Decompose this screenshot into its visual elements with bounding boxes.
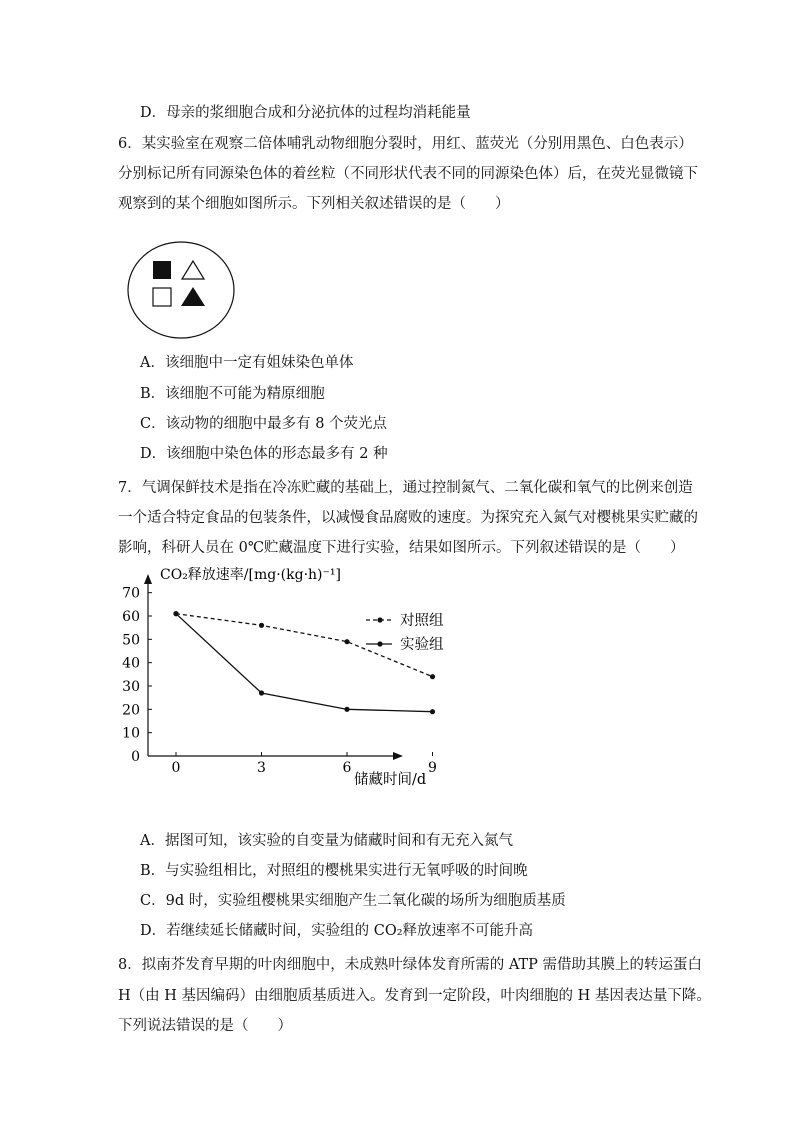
y-tick-label: 70 [122,585,140,602]
chart-legend [366,612,444,653]
data-point [344,639,349,644]
cell-figure [126,240,236,340]
q7-option-a: A．据图可知，该实验的自变量为储藏时间和有无充入氮气 [140,833,513,849]
q6-option-b: B．该细胞不可能为精原细胞 [140,386,325,402]
x-axis-label: 储藏时间/d [354,772,427,788]
co2-release-chart [110,562,470,792]
white-square-chromosome [153,288,171,306]
y-tick-label: 60 [122,609,140,625]
q8-stem-line-1: 8．拟南芥发育早期的叶肉细胞中，未成熟叶绿体发育所需的 ATP 需借助其膜上的转运蛋白 [118,957,703,973]
legend-label: 实验组 [400,637,444,653]
q7-stem-line-3: 影响，科研人员在 0℃贮藏温度下进行实验，结果如图所示。下列叙述错误的是（ ） [118,540,685,556]
chart-series [173,611,435,714]
legend-label: 对照组 [400,613,444,629]
data-point [344,707,349,712]
y-tick-label: 20 [122,702,140,719]
data-point [430,709,435,714]
q6-stem-line-1: 6．某实验室在观察二倍体哺乳动物细胞分裂时，用红、蓝荧光（分别用黑色、白色表示） [118,136,693,152]
q6-stem-line-2: 分别标记所有同源染色体的着丝粒（不同形状代表不同的同源染色体）后，在荧光显微镜下 [118,166,698,182]
legend-marker [377,617,382,622]
q6-option-d: D．该细胞中染色体的形态最多有 2 种 [140,446,388,462]
q7-option-b: B．与实验组相比，对照组的樱桃果实进行无氧呼吸的时间晚 [140,863,528,879]
y-tick-label: 10 [122,725,140,742]
chart-axes [144,574,403,760]
series-line-1 [176,614,433,677]
x-tick-label: 6 [342,760,352,776]
y-tick-label: 30 [122,679,140,695]
x-axis-arrow [393,752,403,760]
y-axis-arrow [144,574,152,584]
q7-option-c: C．9d 时，实验组樱桃果实细胞产生二氧化碳的场所为细胞质基质 [140,893,566,909]
q6-option-a: A．该细胞中一定有姐妹染色单体 [140,355,354,371]
data-point [430,674,435,679]
black-square-chromosome [153,261,171,279]
data-point [173,611,178,616]
q5-option-d: D．母亲的浆细胞合成和分泌抗体的过程均消耗能量 [140,105,471,121]
q6-option-c: C．该动物的细胞中最多有 8 个荧光点 [140,416,388,432]
q6-stem-line-3: 观察到的某个细胞如图所示。下列相关叙述错误的是（ ） [118,196,510,212]
x-tick-label: 3 [257,760,266,776]
data-point [259,690,264,695]
y-tick-label: 40 [122,655,140,672]
legend-marker [377,641,382,646]
x-tick-label: 9 [428,760,437,776]
x-tick-label: 0 [171,760,181,776]
series-line-2 [176,614,433,712]
y-tick-label: 50 [122,632,140,649]
q8-stem-line-3: 下列说法错误的是（ ） [118,1018,292,1034]
data-point [259,623,264,628]
cell-outline [128,242,234,338]
q7-stem-line-2: 一个适合特定食品的包装条件，以减慢食品腐败的速度。为探究充入氮气对樱桃果实贮藏的 [118,510,698,526]
q7-option-d: D．若继续延长储藏时间，实验组的 CO₂释放速率不可能升高 [140,923,534,939]
y-axis-label: CO₂释放速率/[mg·(kg·h)⁻¹] [160,567,341,583]
white-triangle-chromosome [182,261,204,279]
q7-stem-line-1: 7．气调保鲜技术是指在冷冻贮藏的基础上，通过控制氮气、二氧化碳和氧气的比例来创造 [118,480,693,496]
y-tick-label: 0 [131,749,140,765]
black-triangle-chromosome [181,287,205,306]
q8-stem-line-2: H（由 H 基因编码）由细胞质基质进入。发育到一定阶段，叶肉细胞的 H 基因表达量下降。 [118,988,711,1004]
